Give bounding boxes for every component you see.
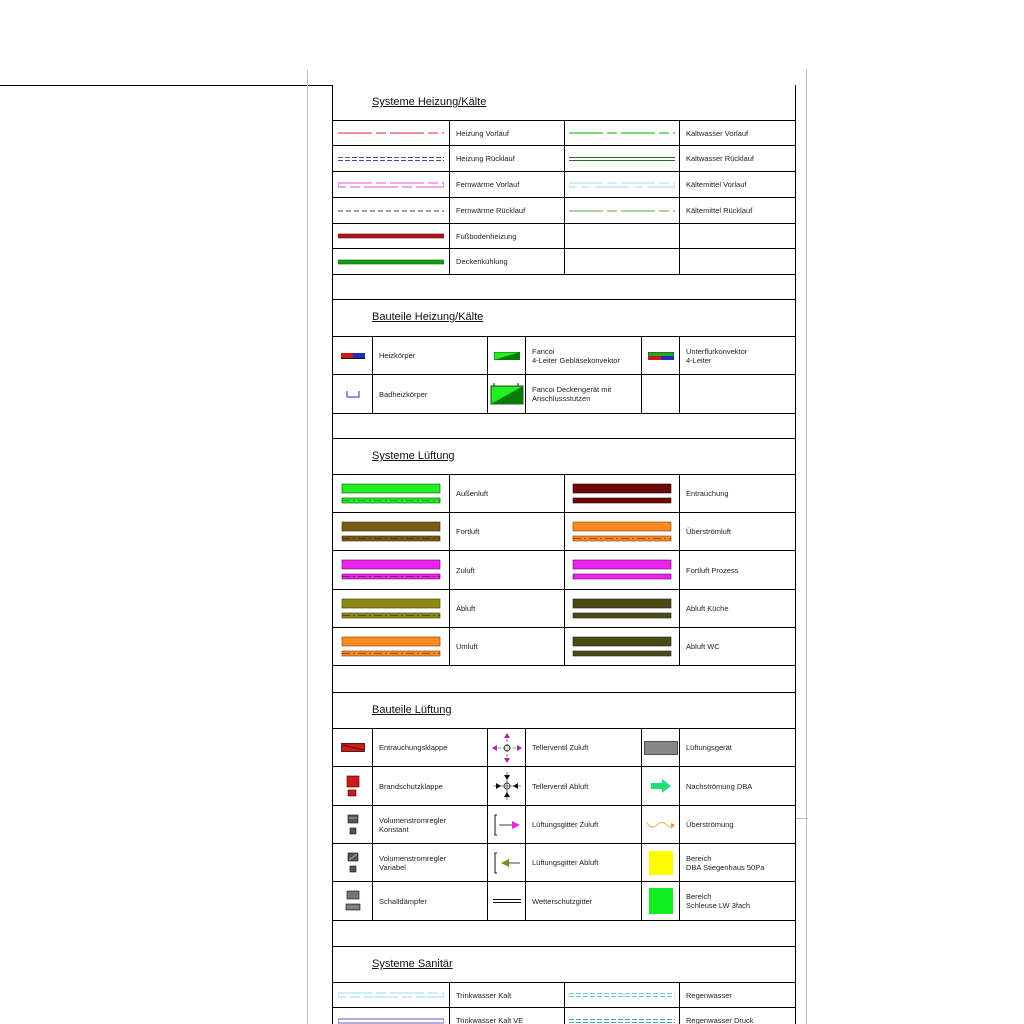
fancoil-deckengeraet-icon [487,375,525,413]
bereich-schleuse-swatch [641,882,679,920]
legend-row [333,146,795,172]
legend-sheet [332,85,796,1024]
legend-label: Kaltwasser Rücklauf [679,146,795,171]
legend-row [333,767,795,806]
lueftungsgeraet-icon [641,729,679,766]
legend-label: Heizung Rücklauf [449,146,564,171]
abluft-duct-symbol [333,590,449,627]
legend-label: Lüftungsgerät [679,729,795,766]
section-header-bauteile-heizung [333,299,795,337]
volumenstromregler-konstant-icon [333,806,372,843]
legend-row [333,513,795,551]
frame-tick [794,818,808,819]
legend-label: Wetterschutzgitter [525,882,641,920]
legend-label: Bereich Schleuse LW 3fach [679,882,795,920]
empty-cell [679,249,795,274]
legend-row [333,551,795,590]
zuluft-duct-symbol [333,551,449,589]
fernwaerme-ruecklauf-line-symbol [333,198,449,223]
fussbodenheizung-line-symbol [333,224,449,248]
section-title: Systeme Heizung/Kälte [372,96,487,108]
legend-label: Kältemittel Rücklauf [679,198,795,223]
legend-row [333,375,795,414]
fernwaerme-vorlauf-line-symbol [333,172,449,197]
legend-label: Schalldämpfer [372,882,487,920]
kaltwasser-ruecklauf-line-symbol [564,146,679,171]
legend-row [333,475,795,513]
regenwasser-druck-line-symbol [564,1008,679,1024]
unterflurkonvektor-icon [641,337,679,374]
lueftungsgitter-zuluft-icon [487,806,525,843]
legend-row [333,729,795,767]
bereich-dba-swatch [641,844,679,881]
legend-label: Kaltwasser Vorlauf [679,121,795,145]
frame-vertical-line-right [806,70,807,1024]
legend-row [333,882,795,921]
section-title: Bauteile Lüftung [372,704,452,716]
section-header-heizung-kaelte [333,85,795,121]
legend-row [333,590,795,628]
legend-row [333,121,795,146]
legend-label: Volumenstromregler Variabel [372,844,487,881]
legend-label: Tellerventil Zuluft [525,729,641,766]
ueberstroemung-wave-icon [641,806,679,843]
heizung-ruecklauf-line-symbol [333,146,449,171]
legend-label: Entrauchungsklappe [372,729,487,766]
legend-row [333,806,795,844]
legend-label: Abluft WC [679,628,795,665]
wetterschutzgitter-icon [487,882,525,920]
tellerventil-abluft-icon [487,767,525,805]
legend-label: Volumenstromregler Konstant [372,806,487,843]
umluft-duct-symbol [333,628,449,665]
legend-label: Umluft [449,628,564,665]
legend-label: Fernwärme Rücklauf [449,198,564,223]
legend-row [333,224,795,249]
kaeltemittel-ruecklauf-line-symbol [564,198,679,223]
brandschutzklappe-icon [333,767,372,805]
fancoil-icon [487,337,525,374]
legend-row [333,628,795,666]
legend-label: Heizkörper [372,337,487,374]
deckenkuehlung-line-symbol [333,249,449,274]
legend-label: Zuluft [449,551,564,589]
legend-label: Fernwärme Vorlauf [449,172,564,197]
legend-label: Kältemittel Vorlauf [679,172,795,197]
legend-label: Überströmung [679,806,795,843]
legend-label: Fancoi 4-Leiter Gebläsekonvektor [525,337,641,374]
aussenluft-duct-symbol [333,475,449,512]
entrauchung-duct-symbol [564,475,679,512]
frame-vertical-line-left [307,70,308,1024]
trinkwasser-kalt-line-symbol [333,983,449,1007]
section-title: Systeme Sanitär [372,958,453,970]
trinkwasser-kalt-ve-line-symbol [333,1008,449,1024]
legend-label: Überströmluft [679,513,795,550]
lueftungsgitter-abluft-icon [487,844,525,881]
legend-label: Heizung Vorlauf [449,121,564,145]
legend-row [333,249,795,275]
legend-label: Fortluft [449,513,564,550]
regenwasser-line-symbol [564,983,679,1007]
heizkoerper-icon [333,337,372,374]
section-header-sanitaer [333,946,795,983]
abluft-wc-duct-symbol [564,628,679,665]
legend-row [333,1008,795,1024]
fortluft-duct-symbol [333,513,449,550]
legend-label: Regenwasser [679,983,795,1007]
legend-label: Regenwasser Druck [679,1008,795,1024]
legend-label: Fußbodenheizung [449,224,564,248]
abluft-kueche-duct-symbol [564,590,679,627]
tellerventil-zuluft-icon [487,729,525,766]
section-header-bauteile-lueftung [333,692,795,729]
legend-label: Lüftungsgitter Abluft [525,844,641,881]
entrauchungsklappe-icon [333,729,372,766]
heizung-vorlauf-line-symbol [333,121,449,145]
legend-label: Abluft [449,590,564,627]
ueberstroemluft-duct-symbol [564,513,679,550]
empty-cell [679,224,795,248]
empty-cell [641,375,679,413]
kaeltemittel-vorlauf-line-symbol [564,172,679,197]
legend-label: Badheizkörper [372,375,487,413]
legend-label: Tellerventil Abluft [525,767,641,805]
legend-label: Entrauchung [679,475,795,512]
legend-label: Lüftungsgitter Zuluft [525,806,641,843]
section-title: Bauteile Heizung/Kälte [372,311,484,323]
legend-row [333,337,795,375]
empty-cell [679,375,795,413]
legend-row [333,983,795,1008]
legend-label: Unterflurkonvektor 4-Leiter [679,337,795,374]
nachstroemung-arrow-icon [641,767,679,805]
legend-label: Außenluft [449,475,564,512]
legend-label: Deckenkühlung [449,249,564,274]
volumenstromregler-variabel-icon [333,844,372,881]
section-header-lueftung [333,438,795,475]
legend-label: Nachströmung DBA [679,767,795,805]
legend-label: Brandschutzklappe [372,767,487,805]
drawing-frame-top-line [0,85,332,86]
badheizkoerper-icon [333,375,372,413]
empty-cell [564,249,679,274]
legend-label: Fortluft Prozess [679,551,795,589]
legend-label: Trinkwasser Kalt VE [449,1008,564,1024]
schalldaempfer-icon [333,882,372,920]
legend-label: Bereich DBA Stiegenhaus 50Pa [679,844,795,881]
legend-label: Fancoi Deckengerät mit Anschlussstutzen [525,375,641,413]
legend-row [333,198,795,224]
legend-row [333,844,795,882]
legend-label: Trinkwasser Kalt [449,983,564,1007]
kaltwasser-vorlauf-line-symbol [564,121,679,145]
legend-label: Abluft Küche [679,590,795,627]
section-title: Systeme Lüftung [372,450,455,462]
empty-cell [564,224,679,248]
legend-row [333,172,795,198]
fortluft-prozess-duct-symbol [564,551,679,589]
